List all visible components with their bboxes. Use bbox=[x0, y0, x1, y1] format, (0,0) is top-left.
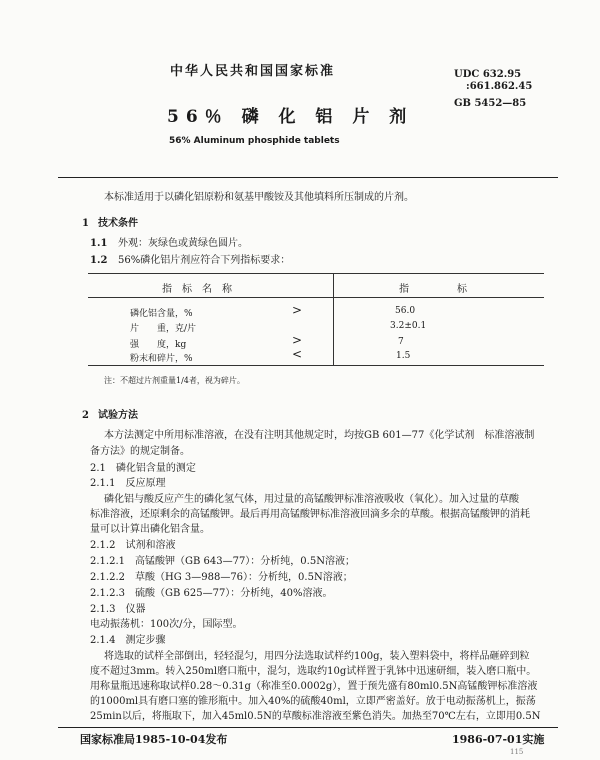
page-number: 115 bbox=[510, 748, 524, 756]
page-title: 56％ 磷 化 铝 片 剂 bbox=[167, 107, 414, 127]
section-2-1-2-heading: 2.1.2 试剂和溶液 bbox=[90, 540, 176, 551]
method-paragraph-line: 备方法》的规定制备。 bbox=[90, 446, 190, 457]
table-row-value: 1.5 bbox=[396, 351, 411, 361]
procedure-line: 将选取的试样全部倒出，轻轻混匀，用四分法选取试样约100g，装入塑料袋中，将样品砸碎到粒 bbox=[104, 651, 530, 662]
table-row-value: 56.0 bbox=[395, 306, 416, 316]
effective-date: 1986-07-01实施 bbox=[452, 733, 545, 746]
section-2-1-3-heading: 2.1.3 仪器 bbox=[90, 604, 146, 615]
instrument-text: 电动振荡机：100次/分，国际型。 bbox=[90, 619, 243, 630]
table-header-name: 指标名称 bbox=[162, 284, 242, 295]
intro-paragraph: 本标准适用于以磷化铝原粉和氨基甲酸铵及其他填料所压制成的片剂。 bbox=[104, 192, 414, 203]
gb-number: GB 5452—85 bbox=[454, 98, 527, 109]
table-row-name: 粉末和碎片，% bbox=[130, 354, 193, 364]
section-1-2-text: 56%磷化铝片剂应符合下列指标要求： bbox=[118, 255, 291, 266]
reagent-item: 2.1.2.2 草酸（HG 3—988—76）：分析纯，0.5N溶液； bbox=[90, 572, 353, 583]
english-subtitle: 56% Aluminum phosphide tablets bbox=[169, 136, 340, 146]
table-row-op: < bbox=[292, 347, 303, 361]
table-header-value: 指标 bbox=[399, 284, 515, 295]
section-1-number: 1 bbox=[82, 218, 89, 229]
table-row-value: 7 bbox=[398, 337, 404, 347]
reagent-item: 2.1.2.1 高锰酸钾（GB 643—77）：分析纯，0.5N溶液； bbox=[90, 556, 355, 567]
table-note: 注：不超过片剂重量1/4者，视为碎片。 bbox=[104, 376, 245, 385]
table-row-op: > bbox=[292, 333, 303, 347]
table-row-op: > bbox=[292, 303, 303, 317]
section-2-1-4-heading: 2.1.4 测定步骤 bbox=[90, 635, 166, 646]
section-1-2-number: 1.2 bbox=[90, 255, 108, 266]
section-1-title: 技术条件 bbox=[98, 218, 138, 229]
section-1-1-text: 外观：灰绿色或黄绿色圆片。 bbox=[118, 238, 248, 249]
principle-line: 磷化铝与酸反应产生的磷化氢气体，用过量的高锰酸钾标准溶液吸收（氧化）。加入过量的草酸 bbox=[104, 494, 519, 505]
standard-name: 中华人民共和国国家标准 bbox=[170, 64, 336, 79]
table-row-value: 3.2±0.1 bbox=[390, 321, 427, 331]
reagent-item: 2.1.2.3 硫酸（GB 625—77）：分析纯，40%溶液。 bbox=[90, 588, 333, 599]
procedure-line: 25min以后，将瓶取下，加入45ml0.5N的草酸标准溶液至紫色消失。加热至70℃左右，立即用0.5N bbox=[90, 711, 541, 722]
section-2-title: 试验方法 bbox=[98, 410, 138, 421]
issued-date: 国家标准局1985-10-04发布 bbox=[80, 733, 228, 746]
method-paragraph-line: 本方法测定中所用标准溶液，在没有注明其他规定时，均按GB 601—77《化学试剂 标准溶液制 bbox=[104, 430, 535, 441]
table-row-name: 磷化铝含量，% bbox=[130, 309, 193, 319]
section-1-1-number: 1.1 bbox=[90, 238, 108, 249]
table-row-name: 强 度，kg bbox=[130, 340, 187, 350]
principle-line: 量可以计算出磷化铝含量。 bbox=[90, 524, 210, 535]
footer-divider bbox=[58, 727, 558, 728]
section-2-1-heading: 2.1 磷化铝含量的测定 bbox=[90, 463, 196, 474]
procedure-line: 度不超过3mm。转入250ml磨口瓶中，混匀，选取约10g试样置于乳钵中迅速研细，装入磨口瓶中。 bbox=[90, 666, 537, 677]
udc-code: UDC 632.95 bbox=[454, 69, 522, 80]
section-2-1-1-heading: 2.1.1 反应原理 bbox=[90, 478, 166, 489]
section-2-number: 2 bbox=[82, 410, 89, 421]
table-row-name: 片 重，克/片 bbox=[130, 324, 197, 334]
header-divider bbox=[58, 177, 558, 178]
procedure-line: 的1000ml具有磨口塞的锥形瓶中。加入40%的硫酸40ml，立即严密盖好。放于电动振荡机上，振荡 bbox=[90, 696, 536, 707]
procedure-line: 用称量瓶迅速称取试样0.28～0.31g（称准至0.0002g），置于预先盛有80ml0.5N高锰酸钾标准溶液 bbox=[90, 681, 538, 692]
principle-line: 标准溶液，还原剩余的高锰酸钾。最后再用高锰酸钾标准溶液回滴多余的草酸。根据高锰酸钾的消耗 bbox=[90, 509, 530, 520]
udc-code-continued: :661.862.45 bbox=[466, 81, 533, 92]
